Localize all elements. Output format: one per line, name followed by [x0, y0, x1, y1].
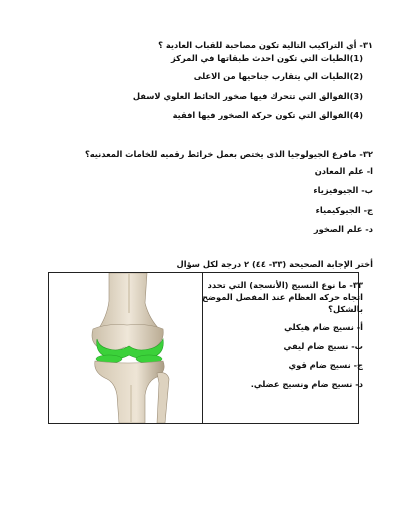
question-32-option-d[interactable]: د- علم الصخور — [313, 224, 373, 234]
question-31-text: ٣١- أي التراكيب التالية تكون مصاحبة للقباب العادية ؟ — [158, 40, 373, 50]
question-33-text-line-2: اتجاه حركه العظام عند المفصل الموضح — [202, 292, 363, 302]
question-33-option-b[interactable]: ب- نسيج ضام ليفي — [283, 341, 363, 351]
question-32-text: ٣٢- مافرع الجيولوجيا الذى يختص بعمل خرائط رقميه للخامات المعدنيه؟ — [84, 149, 373, 159]
knee-joint-illustration — [49, 273, 202, 423]
question-31-option-4[interactable]: (4)الفوالق التي تكون حركة الصخور فيها افقية — [172, 110, 363, 120]
question-31-option-3[interactable]: (3)الفوالق التي تتحرك فيها صخور الحائط العلوي لاسفل — [132, 91, 363, 101]
question-33-option-d[interactable]: د- نسيج ضام ونسيج عضلي. — [250, 379, 363, 389]
question-32-option-c[interactable]: ج- الجيوكيمياء — [315, 205, 373, 215]
section-instruction: أختر الإجابة الصحيحة (٣٣- ٤٤) ٢ درجة لكل سؤال — [176, 259, 373, 269]
question-32-option-a[interactable]: ا- علم المعادن — [314, 166, 373, 176]
question-33-option-a[interactable]: أ- نسيج ضام هيكلي — [284, 322, 363, 332]
question-31-option-2[interactable]: (2)الطيات الي يتقارب جناحيها من الاعلى — [193, 71, 363, 81]
question-33-option-c[interactable]: ج- نسيج ضام قوي — [288, 360, 363, 370]
question-33-text-line-3: بالشكل؟ — [328, 304, 363, 314]
knee-joint-icon — [49, 273, 202, 423]
question-31-option-1[interactable]: (1)الطيات التي تكون احدث طبقاتها في المركز — [171, 53, 363, 63]
question-32-option-b[interactable]: ب- الجيوفيزياء — [313, 185, 373, 195]
fibula — [157, 373, 169, 423]
tibia — [95, 361, 164, 423]
question-33-text-line-1: ٣٣- ما نوع النسيج (الأنسجة) التي تحدد — [207, 280, 363, 290]
